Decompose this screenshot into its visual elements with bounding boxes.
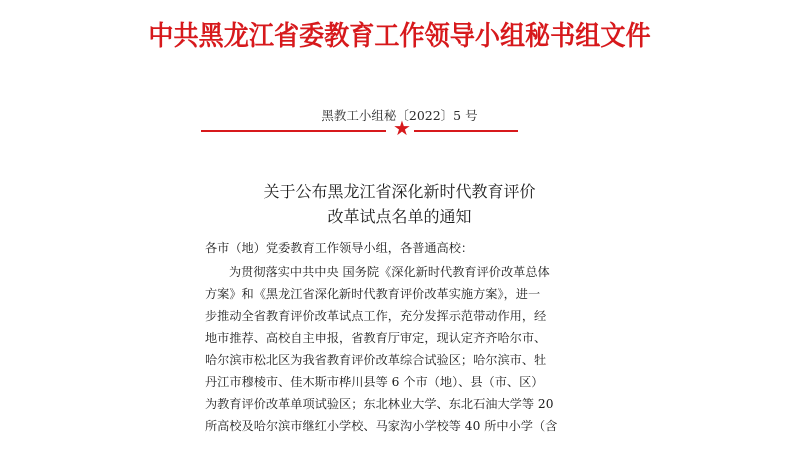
body-line: 为教育评价改革单项试验区；东北林业大学、东北石油大学等 20 [205, 397, 554, 411]
red-divider-left [201, 130, 386, 132]
red-divider-right [414, 130, 518, 132]
body-line: 哈尔滨市松北区为我省教育评价改革综合试验区；哈尔滨市、牡 [205, 353, 547, 367]
body-line: 所高校及哈尔滨市继红小学校、马家沟小学校等 40 所中小学（含 [205, 419, 558, 433]
body-line: 地市推荐、高校自主申报，省教育厅审定，现认定齐齐哈尔市、 [205, 331, 547, 345]
red-star-icon: ★ [393, 116, 411, 140]
issuer-header: 中共黑龙江省委教育工作领导小组秘书组文件 [148, 21, 651, 52]
body-line: 为贯彻落实中共中央 国务院《深化新时代教育评价改革总体 [229, 265, 550, 279]
body-line: 步推动全省教育评价改革试点工作，充分发挥示范带动作用，经 [205, 309, 547, 323]
document-number: 黑教工小组秘〔2022〕5 号 [321, 108, 478, 123]
body-line: 方案》和《黑龙江省深化新时代教育评价改革实施方案》，进一 [205, 287, 541, 301]
document-title-line-2: 改革试点名单的通知 [327, 207, 472, 226]
salutation: 各市（地）党委教育工作领导小组，各普通高校： [205, 241, 474, 255]
body-line: 丹江市穆棱市、佳木斯市桦川县等 6 个市（地）、县（市、区） [205, 375, 544, 389]
document-title-line-1: 关于公布黑龙江省深化新时代教育评价 [263, 182, 536, 201]
